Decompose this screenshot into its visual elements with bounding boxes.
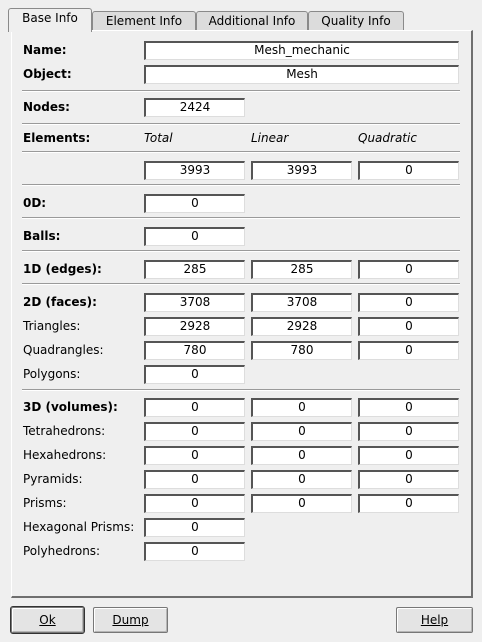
nodes-field: 2424 bbox=[144, 98, 245, 117]
prisms-linear-field: 0 bbox=[251, 494, 352, 513]
separator bbox=[22, 217, 460, 219]
1d-edges-label: 1D (edges): bbox=[23, 262, 102, 276]
polyhedrons-total-field: 0 bbox=[144, 542, 245, 561]
quadrangles-quadratic-field: 0 bbox=[358, 341, 459, 360]
pyramids-total-field: 0 bbox=[144, 470, 245, 489]
dump-button-label: Dump bbox=[112, 613, 149, 627]
separator bbox=[22, 283, 460, 285]
tab-base-info[interactable]: Base Info bbox=[8, 8, 92, 32]
1d-linear-field: 285 bbox=[251, 260, 352, 279]
separator bbox=[22, 250, 460, 252]
tetrahedrons-quadratic-field: 0 bbox=[358, 422, 459, 441]
quadrangles-label: Quadrangles: bbox=[23, 343, 104, 357]
prisms-quadratic-field: 0 bbox=[358, 494, 459, 513]
base-info-panel bbox=[11, 30, 473, 598]
pyramids-quadratic-field: 0 bbox=[358, 470, 459, 489]
hexahedrons-quadratic-field: 0 bbox=[358, 446, 459, 465]
balls-label: Balls: bbox=[23, 229, 61, 243]
elements-total-field: 3993 bbox=[144, 161, 245, 180]
triangles-label: Triangles: bbox=[23, 319, 81, 333]
hexahedrons-label: Hexahedrons: bbox=[23, 448, 107, 462]
linear-column-header: Linear bbox=[251, 131, 289, 145]
pyramids-linear-field: 0 bbox=[251, 470, 352, 489]
triangles-total-field: 2928 bbox=[144, 317, 245, 336]
elements-label: Elements: bbox=[23, 131, 91, 145]
hexahedrons-total-field: 0 bbox=[144, 446, 245, 465]
triangles-linear-field: 2928 bbox=[251, 317, 352, 336]
hexahedrons-linear-field: 0 bbox=[251, 446, 352, 465]
pyramids-label: Pyramids: bbox=[23, 472, 83, 486]
dump-button[interactable] bbox=[93, 607, 168, 633]
0d-total-field: 0 bbox=[144, 194, 245, 213]
3d-linear-field: 0 bbox=[251, 398, 352, 417]
1d-quadratic-field: 0 bbox=[358, 260, 459, 279]
help-button[interactable] bbox=[396, 607, 473, 633]
polyhedrons-label: Polyhedrons: bbox=[23, 544, 101, 558]
tab-quality-info[interactable]: Quality Info bbox=[308, 11, 404, 31]
elements-linear-field: 3993 bbox=[251, 161, 352, 180]
3d-volumes-label: 3D (volumes): bbox=[23, 400, 118, 414]
0d-label: 0D: bbox=[23, 196, 47, 210]
quadratic-column-header: Quadratic bbox=[358, 131, 417, 145]
tetrahedrons-label: Tetrahedrons: bbox=[23, 424, 106, 438]
tab-additional-info[interactable]: Additional Info bbox=[196, 11, 308, 31]
triangles-quadratic-field: 0 bbox=[358, 317, 459, 336]
polygons-total-field: 0 bbox=[144, 365, 245, 384]
tetrahedrons-linear-field: 0 bbox=[251, 422, 352, 441]
2d-linear-field: 3708 bbox=[251, 293, 352, 312]
quadrangles-total-field: 780 bbox=[144, 341, 245, 360]
separator bbox=[22, 389, 460, 391]
hexagonal-prisms-total-field: 0 bbox=[144, 518, 245, 537]
3d-total-field: 0 bbox=[144, 398, 245, 417]
object-field: Mesh bbox=[144, 65, 459, 84]
prisms-total-field: 0 bbox=[144, 494, 245, 513]
quadrangles-linear-field: 780 bbox=[251, 341, 352, 360]
separator bbox=[22, 90, 460, 92]
hexagonal-prisms-label: Hexagonal Prisms: bbox=[23, 520, 135, 534]
tetrahedrons-total-field: 0 bbox=[144, 422, 245, 441]
2d-faces-label: 2D (faces): bbox=[23, 295, 97, 309]
name-label: Name: bbox=[23, 43, 67, 57]
separator bbox=[22, 151, 460, 153]
2d-total-field: 3708 bbox=[144, 293, 245, 312]
polygons-label: Polygons: bbox=[23, 367, 81, 381]
2d-quadratic-field: 0 bbox=[358, 293, 459, 312]
1d-total-field: 285 bbox=[144, 260, 245, 279]
balls-total-field: 0 bbox=[144, 227, 245, 246]
ok-button[interactable] bbox=[11, 607, 84, 633]
elements-quadratic-field: 0 bbox=[358, 161, 459, 180]
ok-button-label: Ok bbox=[39, 613, 56, 627]
nodes-label: Nodes: bbox=[23, 100, 70, 114]
prisms-label: Prisms: bbox=[23, 496, 67, 510]
tab-element-info[interactable]: Element Info bbox=[92, 11, 196, 31]
name-field: Mesh_mechanic bbox=[144, 41, 459, 60]
3d-quadratic-field: 0 bbox=[358, 398, 459, 417]
total-column-header: Total bbox=[144, 131, 173, 145]
help-button-label: Help bbox=[420, 613, 449, 627]
object-label: Object: bbox=[23, 67, 72, 81]
separator bbox=[22, 123, 460, 125]
separator bbox=[22, 184, 460, 186]
